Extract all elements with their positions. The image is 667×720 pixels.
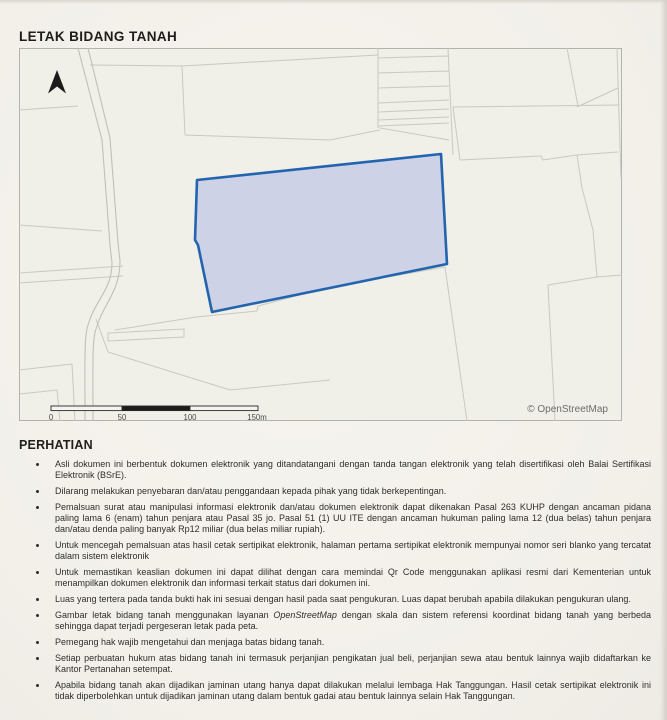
bullet-text: Gambar letak bidang tanah menggunakan layanan OpenStreetMap dengan skala dan sistem referensi koordinat bidang tanah yang berbeda sehingga dapat terjadi pergeseran letak pada peta.	[55, 609, 651, 631]
scan-edge-right	[660, 0, 667, 720]
perhatian-bullet	[19, 637, 651, 648]
bullet-text: Pemalsuan surat atau manipulasi informasi elektronik dan/atau dokumen elektronik dapat dikenakan Pasal 263 KUHP dengan ancaman pidana paling lama 6 (enam) tahun penjara atau Pasal 35 jo. Pasal 51 (1) UU ITE dengan ancaman hukuman paling lama 12 (dua belas) tahun penjara dan/atau denda paling banyak Rp12 miliar (dua belas miliar rupiah).	[55, 501, 651, 535]
scale-segment-2	[122, 406, 190, 411]
scale-segment-3	[190, 406, 258, 411]
scale-label-50: 50	[117, 413, 127, 421]
perhatian-bullet	[19, 594, 651, 605]
perhatian-heading: PERHATIAN	[19, 438, 93, 452]
bullet-text: Setiap perbuatan hukum atas bidang tanah ini termasuk perjanjian pengikatan jual beli, perjanjian sewa atau bentuk lainnya wajib didaftarkan ke Kantor Pertanahan setempat.	[55, 652, 651, 674]
scale-label-100: 100	[183, 413, 197, 421]
bullet-icon	[36, 684, 39, 687]
scale-segment-1	[51, 406, 122, 411]
bullet-icon	[36, 463, 39, 466]
perhatian-list	[19, 459, 651, 702]
map-attribution: © OpenStreetMap	[527, 404, 608, 415]
scale-label-0: 0	[48, 413, 54, 421]
bullet-icon	[36, 490, 39, 493]
perhatian-bullet	[19, 567, 651, 589]
perhatian-bullet	[19, 502, 651, 536]
perhatian-bullet	[19, 653, 651, 675]
bullet-text: Apabila bidang tanah akan dijadikan jaminan utang hanya dapat dilakukan melalui lembaga Hak Tanggungan. Hasil cetak sertipikat elektronik ini tidak diperbolehkan untuk dijadikan jaminan utang dalam bentuk gadai atau bentuk lainnya selain Hak Tanggungan.	[55, 679, 651, 701]
perhatian-bullet	[19, 540, 651, 562]
bullet-icon	[36, 598, 39, 601]
scan-edge-top	[0, 0, 667, 4]
bullet-text: Untuk memastikan keaslian dokumen ini dapat dilihat dengan cara memindai Qr Code menggunakan aplikasi resmi dari Kementerian untuk menampilkan dokumen elektronik dan informasi terkait status dari dokumen ini.	[55, 567, 651, 589]
bullet-text: Dilarang melakukan penyebaran dan/atau penggandaan kepada pihak yang tidak berkepentingan.	[55, 486, 447, 496]
perhatian-section	[19, 438, 651, 707]
bullet-text: Untuk mencegah pemalsuan atas hasil cetak sertipikat elektronik, halaman pertama sertipikat elektronik mempunyai nomor seri blanko yang tercatat dalam sistem elektronik	[55, 540, 651, 562]
perhatian-bullet	[19, 459, 651, 481]
bullet-icon	[36, 657, 39, 660]
bullet-icon	[36, 571, 39, 574]
bullet-icon	[36, 544, 39, 547]
page-title: LETAK BIDANG TANAH	[19, 29, 178, 44]
perhatian-bullet	[19, 610, 651, 632]
bullet-icon	[36, 506, 39, 509]
scale-label-150m: 150m	[247, 413, 267, 421]
bullet-icon	[36, 641, 39, 644]
bullet-text: Asli dokumen ini berbentuk dokumen elektronik yang ditandatangani dengan tanda tangan elektronik yang telah disertifikasi oleh Balai Sertifikasi Elektronik (BSrE).	[55, 459, 651, 481]
perhatian-bullet	[19, 680, 651, 702]
bullet-text: Luas yang tertera pada tanda bukti hak ini sesuai dengan hasil pada saat pengukuran. Luas dapat berubah apabila dilakukan pengukuran ulang.	[55, 594, 631, 604]
bullet-text: Pemegang hak wajib mengetahui dan menjaga batas bidang tanah.	[55, 636, 325, 647]
perhatian-bullet	[19, 486, 651, 497]
bullet-icon	[36, 614, 39, 617]
parcel-location-map	[19, 48, 622, 421]
